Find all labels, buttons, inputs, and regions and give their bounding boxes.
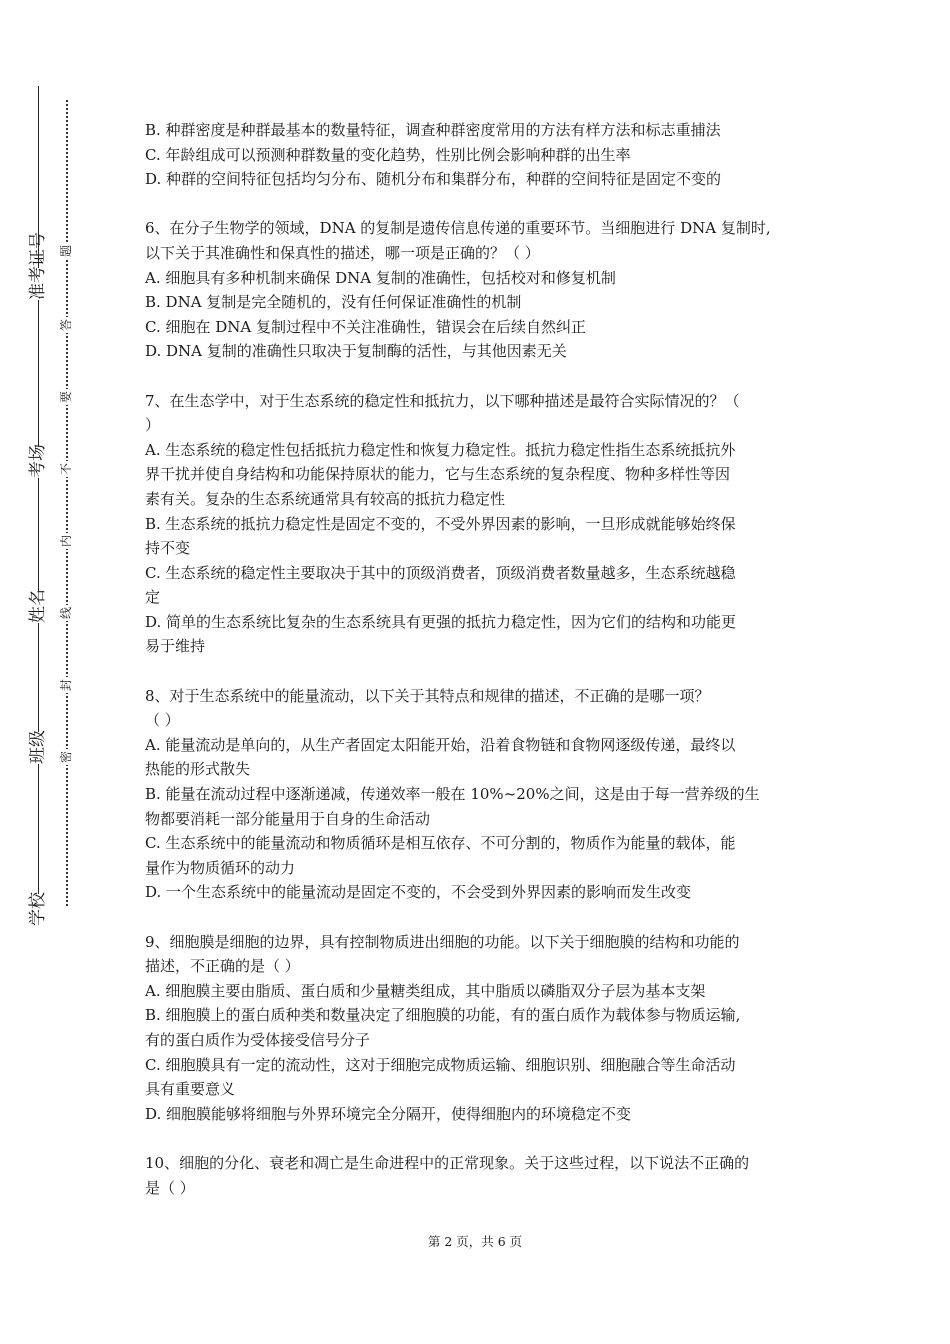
option-line: 量作为物质循环的动力	[145, 858, 296, 877]
option-line: A. 生态系统的稳定性包括抵抗力稳定性和恢复力稳定性。抵抗力稳定性指生态系统抵抗外	[145, 440, 736, 459]
question-5-continued	[145, 118, 815, 192]
option-line: D. 细胞膜能够将细胞与外界环境完全分隔开，使得细胞内的环境稳定不变	[145, 1104, 632, 1123]
option-line: B. 种群密度是种群最基本的数量特征，调查种群密度常用的方法有样方法和标志重捕法	[145, 121, 721, 139]
seal-char: 封	[59, 679, 73, 692]
option-line: B. DNA 复制是完全随机的，没有任何保证准确性的机制	[145, 293, 522, 312]
option-line: D. 简单的生态系统比复杂的生态系统具有更强的抵抗力稳定性，因为它们的结构和功能更	[145, 612, 737, 631]
option-line: D. 种群的空间特征包括均匀分布、随机分布和集群分布，种群的空间特征是固定不变的	[145, 170, 722, 189]
option-line: A. 能量流动是单向的，从生产者固定太阳能开始，沿着食物链和食物网逐级传递，最终以	[145, 735, 736, 754]
option-line: C. 细胞膜具有一定的流动性，这对于细胞完成物质运输、细胞识别、细胞融合等生命活动	[145, 1055, 736, 1074]
option-line: B. 能量在流动过程中逐渐递减，传递效率一般在 10%~20%之间，这是由于每一营养级的生	[145, 785, 760, 804]
seal-dotted-line	[66, 100, 68, 906]
option-line: 界干扰并使自身结构和功能保持原状的能力，它与生态系统的复杂程度、物种多样性等因	[145, 465, 731, 484]
seal-char: 内	[59, 535, 73, 548]
seal-char: 不	[59, 463, 73, 476]
option-line: 热能的形式散失	[145, 760, 251, 779]
option-line: 有的蛋白质作为受体接受信号分子	[145, 1030, 371, 1049]
option-line: 具有重要意义	[145, 1080, 236, 1099]
seal-char: 题	[59, 245, 73, 258]
question-stem: 7、在生态学中，对于生态系统的稳定性和抵抗力，以下哪种描述是最符合实际情况的？（	[145, 391, 740, 410]
seal-char: 密	[59, 751, 73, 764]
option-line: 素有关。复杂的生态系统通常具有较高的抵抗力稳定性	[145, 489, 506, 508]
option-line: B. 细胞膜上的蛋白质种类和数量决定了细胞膜的功能，有的蛋白质作为载体参与物质运输,	[145, 1006, 741, 1025]
option-line: C. 年龄组成可以预测种群数量的变化趋势，性别比例会影响种群的出生率	[145, 145, 631, 164]
question-9	[145, 930, 815, 1127]
option-line: D. 一个生态系统中的能量流动是固定不变的，不会受到外界因素的影响而发生改变	[145, 883, 692, 902]
seal-char: 要	[59, 391, 73, 404]
question-stem: 是（ ）	[145, 1178, 195, 1197]
question-6	[145, 216, 815, 364]
question-stem: ）	[145, 416, 161, 435]
name-label: 姓名	[28, 589, 48, 623]
question-stem: 10、细胞的分化、衰老和凋亡是生命进程中的正常现象。关于这些过程，以下说法不正确的	[145, 1153, 750, 1172]
option-line: D. DNA 复制的准确性只取决于复制酶的活性，与其他因素无关	[145, 342, 567, 361]
option-line: 物都要消耗一部分能量用于自身的生命活动	[145, 809, 431, 828]
seal-char: 答	[59, 319, 73, 332]
option-line: C. 细胞在 DNA 复制过程中不关注准确性，错误会在后续自然纠正	[145, 317, 587, 336]
question-stem: 6、在分子生物学的领域，DNA 的复制是遗传信息传递的重要环节。当细胞进行 DNA 复制时,	[145, 219, 771, 238]
option-line: A. 细胞膜主要由脂质、蛋白质和少量糖类组成，其中脂质以磷脂双分子层为基本支架	[145, 981, 706, 1000]
question-7	[145, 389, 815, 660]
question-stem: 以下关于其准确性和保真性的描述，哪一项是正确的？（ ）	[145, 243, 540, 262]
option-line: C. 生态系统的稳定性主要取决于其中的顶级消费者，顶级消费者数量越多，生态系统越稳	[145, 563, 736, 582]
admission-number-label: 准考证号	[28, 232, 48, 300]
class-label: 班级	[28, 730, 48, 764]
question-stem: 描述，不正确的是（ ）	[145, 957, 300, 976]
option-line: 易于维持	[145, 637, 206, 656]
option-line: C. 生态系统中的能量流动和物质循环是相互依存、不可分割的，物质作为能量的载体，能	[145, 834, 736, 853]
question-10	[145, 1151, 815, 1200]
question-stem: （ ）	[145, 711, 180, 730]
seal-char: 线	[59, 607, 73, 620]
exam-room-label: 考场	[28, 444, 48, 478]
school-label: 学校	[28, 892, 48, 926]
question-stem: 9、细胞膜是细胞的边界，具有控制物质进出细胞的功能。以下关于细胞膜的结构和功能的	[145, 932, 740, 951]
option-line: A. 细胞具有多种机制来确保 DNA 复制的准确性，包括校对和修复机制	[145, 268, 616, 287]
option-line: B. 生态系统的抵抗力稳定性是固定不变的，不受外界因素的影响，一旦形成就能够始终保	[145, 514, 736, 533]
exam-content	[145, 118, 815, 1225]
binding-line	[38, 86, 39, 926]
question-8	[145, 684, 815, 905]
option-line: 定	[145, 588, 161, 607]
question-stem: 8、对于生态系统中的能量流动，以下关于其特点和规律的描述，不正确的是哪一项？	[145, 686, 710, 705]
page-number: 第 2 页，共 6 页	[427, 1234, 523, 1249]
option-line: 持不变	[145, 539, 191, 558]
